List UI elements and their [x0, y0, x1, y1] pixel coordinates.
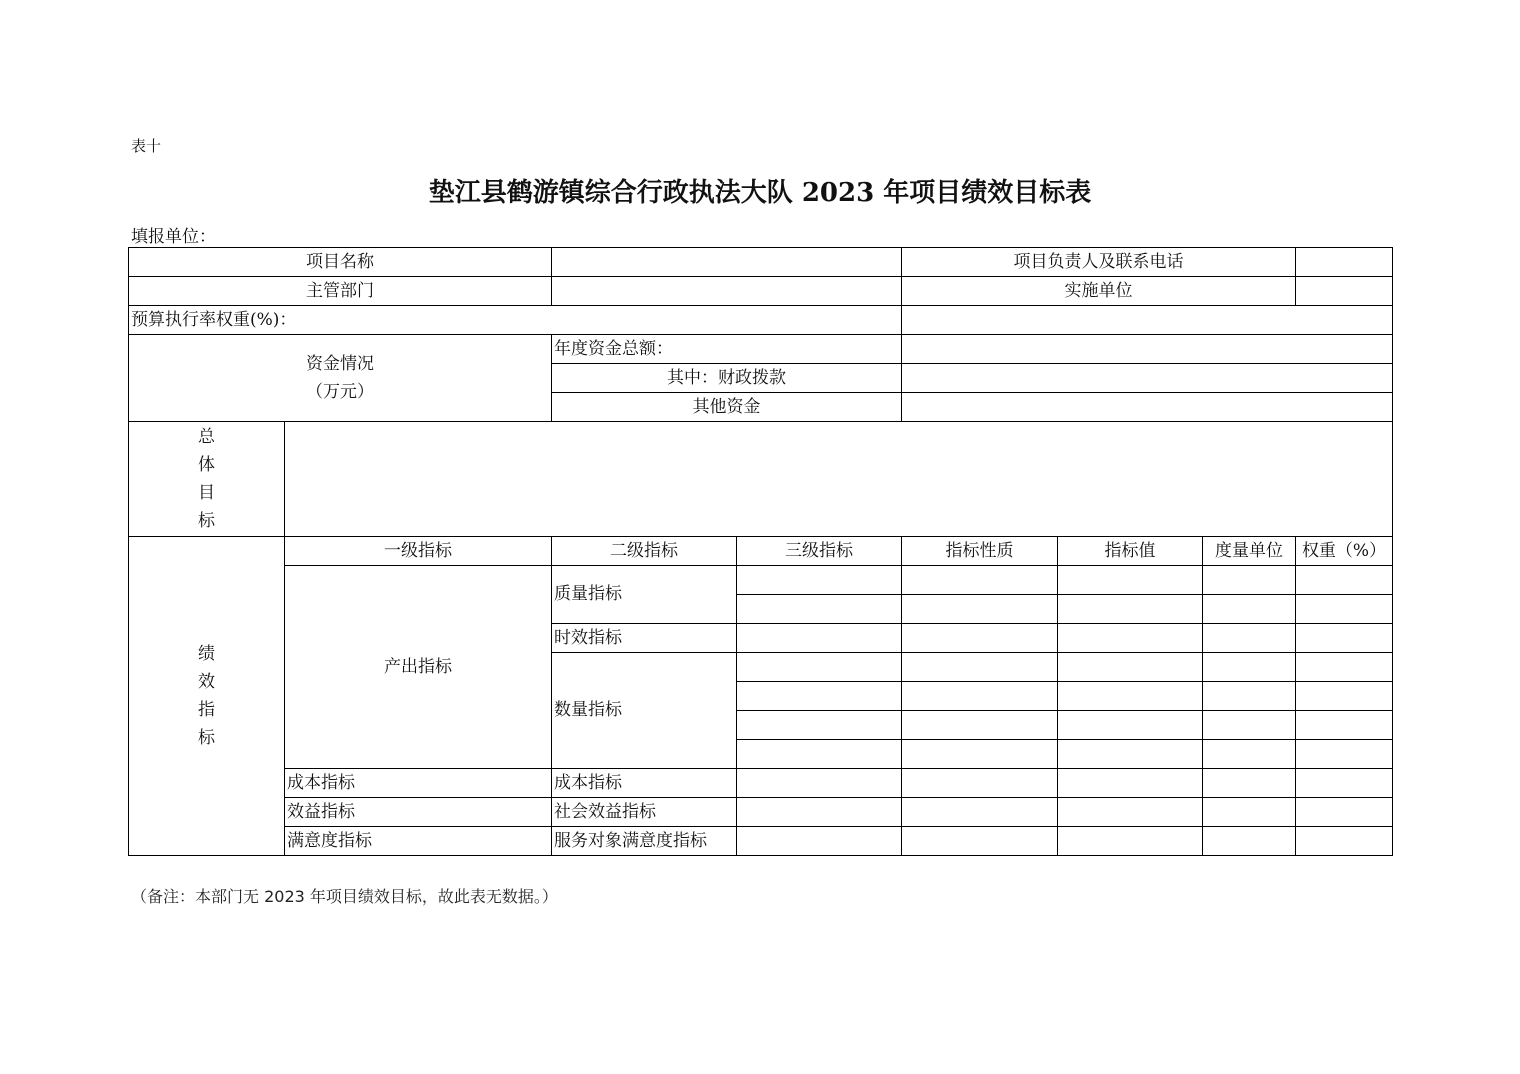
empty-cell[interactable]	[1058, 624, 1203, 653]
overall-goal-char: 标	[198, 511, 215, 531]
empty-cell[interactable]	[1203, 827, 1296, 856]
benefit-indicator-l2-label: 社会效益指标	[552, 798, 737, 827]
empty-cell[interactable]	[1296, 624, 1393, 653]
empty-cell[interactable]	[1203, 624, 1296, 653]
empty-cell[interactable]	[737, 711, 902, 740]
empty-cell[interactable]	[1058, 566, 1203, 595]
other-funds-label: 其他资金	[552, 393, 902, 422]
table-number: 表十	[131, 137, 162, 155]
table-row	[129, 798, 1393, 827]
header-unit: 度量单位	[1203, 537, 1296, 566]
cost-indicator-l1-label: 成本指标	[285, 769, 552, 798]
header-value: 指标值	[1058, 537, 1203, 566]
department-row	[129, 277, 1393, 306]
other-funds-value-cell[interactable]	[902, 393, 1393, 422]
output-indicator-label: 产出指标	[285, 566, 552, 769]
empty-cell[interactable]	[737, 624, 902, 653]
empty-cell[interactable]	[737, 566, 902, 595]
quantity-indicator-label: 数量指标	[552, 653, 737, 769]
empty-cell[interactable]	[1058, 682, 1203, 711]
indicator-label-char: 效	[198, 672, 215, 692]
benefit-indicator-l1-label: 效益指标	[285, 798, 552, 827]
empty-cell[interactable]	[737, 769, 902, 798]
empty-cell[interactable]	[1203, 798, 1296, 827]
project-contact-label: 项目负责人及联系电话	[902, 248, 1296, 277]
empty-cell[interactable]	[737, 798, 902, 827]
empty-cell[interactable]	[737, 740, 902, 769]
fill-unit-label: 填报单位：	[131, 227, 216, 247]
indicator-label-char: 标	[198, 728, 215, 748]
overall-goal-char: 体	[198, 455, 215, 475]
funds-label	[129, 335, 552, 422]
empty-cell[interactable]	[1296, 595, 1393, 624]
empty-cell[interactable]	[902, 740, 1058, 769]
empty-cell[interactable]	[737, 827, 902, 856]
implementing-unit-label: 实施单位	[902, 277, 1296, 306]
empty-cell[interactable]	[1058, 827, 1203, 856]
indicator-header-row	[129, 537, 1393, 566]
empty-cell[interactable]	[902, 682, 1058, 711]
satisfaction-indicator-l1-label: 满意度指标	[285, 827, 552, 856]
empty-cell[interactable]	[1296, 827, 1393, 856]
performance-target-table	[128, 247, 1393, 856]
fiscal-allocation-value-cell[interactable]	[902, 364, 1393, 393]
empty-cell[interactable]	[1203, 595, 1296, 624]
overall-goal-label	[129, 422, 285, 537]
fiscal-allocation-label: 其中：财政拨款	[552, 364, 902, 393]
funds-label-line1: 资金情况	[306, 354, 374, 374]
empty-cell[interactable]	[1058, 711, 1203, 740]
project-name-row	[129, 248, 1393, 277]
overall-goal-row	[129, 422, 1393, 537]
empty-cell[interactable]	[902, 566, 1058, 595]
empty-cell[interactable]	[1058, 740, 1203, 769]
empty-cell[interactable]	[902, 595, 1058, 624]
project-contact-value-cell[interactable]	[1296, 248, 1393, 277]
budget-weight-row	[129, 306, 1393, 335]
overall-goal-char: 总	[198, 427, 215, 447]
indicator-label-char: 指	[198, 700, 215, 720]
empty-cell[interactable]	[1203, 566, 1296, 595]
page-title: 垫江县鹤游镇综合行政执法大队 2023 年项目绩效目标表	[428, 178, 1092, 208]
empty-cell[interactable]	[1296, 711, 1393, 740]
empty-cell[interactable]	[1203, 740, 1296, 769]
budget-exec-weight-label: 预算执行率权重(%)：	[129, 306, 902, 335]
empty-cell[interactable]	[902, 653, 1058, 682]
performance-indicators-label	[129, 537, 285, 856]
project-name-value-cell[interactable]	[552, 248, 902, 277]
header-nature: 指标性质	[902, 537, 1058, 566]
quality-indicator-label: 质量指标	[552, 566, 737, 624]
empty-cell[interactable]	[1296, 682, 1393, 711]
funds-total-row	[129, 335, 1393, 364]
timeliness-indicator-label: 时效指标	[552, 624, 737, 653]
empty-cell[interactable]	[1058, 653, 1203, 682]
empty-cell[interactable]	[1203, 769, 1296, 798]
indicator-label-char: 绩	[198, 644, 215, 664]
empty-cell[interactable]	[737, 653, 902, 682]
empty-cell[interactable]	[1058, 595, 1203, 624]
empty-cell[interactable]	[902, 624, 1058, 653]
cost-indicator-l2-label: 成本指标	[552, 769, 737, 798]
empty-cell[interactable]	[1203, 682, 1296, 711]
satisfaction-indicator-l2-label: 服务对象满意度指标	[552, 827, 737, 856]
empty-cell[interactable]	[1296, 798, 1393, 827]
header-level1: 一级指标	[285, 537, 552, 566]
empty-cell[interactable]	[902, 827, 1058, 856]
project-name-label: 项目名称	[129, 248, 552, 277]
header-level2: 二级指标	[552, 537, 737, 566]
annual-total-label: 年度资金总额：	[552, 335, 902, 364]
empty-cell[interactable]	[1058, 769, 1203, 798]
empty-cell[interactable]	[1203, 653, 1296, 682]
table-row	[129, 566, 1393, 595]
header-level3: 三级指标	[737, 537, 902, 566]
empty-cell[interactable]	[737, 682, 902, 711]
annual-total-value-cell[interactable]	[902, 335, 1393, 364]
header-weight: 权重（%）	[1296, 537, 1393, 566]
table-row	[129, 827, 1393, 856]
empty-cell[interactable]	[902, 711, 1058, 740]
implementing-unit-value-cell[interactable]	[1296, 277, 1393, 306]
table-row	[129, 769, 1393, 798]
overall-goal-value-cell[interactable]	[285, 422, 1393, 537]
empty-cell[interactable]	[1296, 653, 1393, 682]
department-label: 主管部门	[129, 277, 552, 306]
funds-label-line2: （万元）	[306, 382, 374, 402]
empty-cell[interactable]	[1296, 769, 1393, 798]
department-value-cell[interactable]	[552, 277, 902, 306]
empty-cell[interactable]	[737, 595, 902, 624]
footnote: （备注：本部门无 2023 年项目绩效目标，故此表无数据。）	[131, 887, 558, 906]
overall-goal-char: 目	[198, 483, 215, 503]
empty-cell[interactable]	[1296, 566, 1393, 595]
empty-cell[interactable]	[902, 769, 1058, 798]
empty-cell[interactable]	[1203, 711, 1296, 740]
empty-cell[interactable]	[1058, 798, 1203, 827]
empty-cell[interactable]	[1296, 740, 1393, 769]
budget-exec-weight-value-cell[interactable]	[902, 306, 1393, 335]
empty-cell[interactable]	[902, 798, 1058, 827]
